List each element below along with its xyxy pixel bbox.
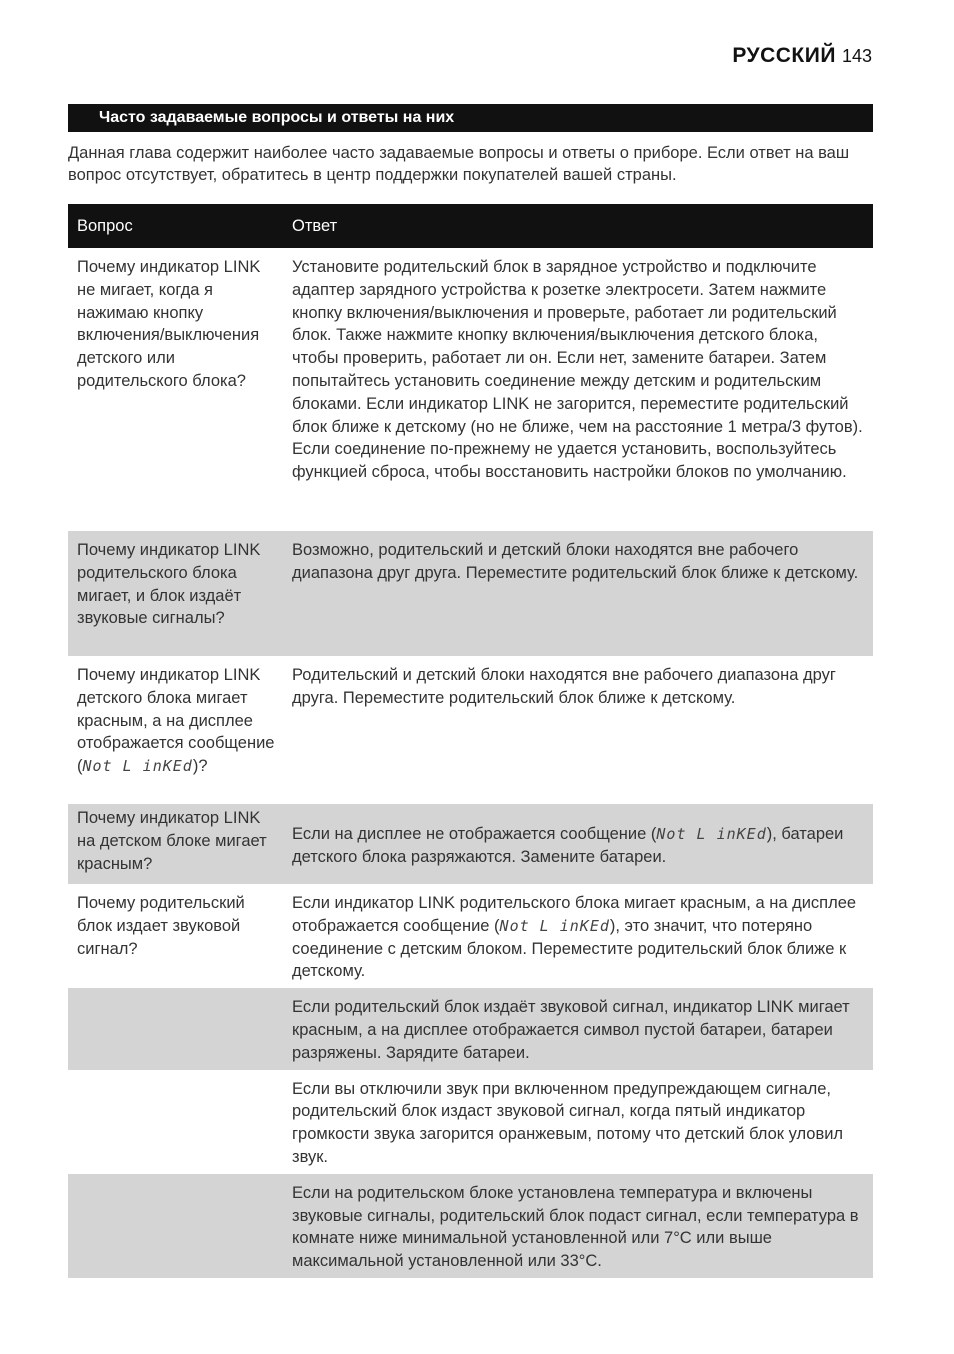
page-header bbox=[732, 44, 872, 68]
faq-answer: Если на родительском блоке установлена температура и включены звуковые сигналы, родительский блок подаст сигнал, если температура в комнате ниже минимальной установленной или 7°C или выше максимальной установленной или 33°C. bbox=[283, 1174, 873, 1278]
faq-question: Почему индикатор LINK родительского блока мигает, и блок издаёт звуковые сигналы? bbox=[68, 531, 283, 656]
faq-answer bbox=[283, 804, 873, 884]
faq-answer: Если родительский блок издаёт звуковой сигнал, индикатор LINK мигает красным, а на дисплее отображается символ пустой батареи, батареи разряжены. Зарядите батареи. bbox=[283, 988, 873, 1069]
faq-answer-text: Если индикатор LINK родительского блока мигает красным, а на дисплее отображается сообщение ( bbox=[292, 894, 857, 935]
section-title: Часто задаваемые вопросы и ответы на них bbox=[99, 109, 455, 126]
faq-question bbox=[68, 1070, 283, 1174]
faq-row bbox=[68, 656, 873, 804]
faq-question: Почему индикатор LINK не мигает, когда я нажимаю кнопку включения/выключения детского или родительского блока? bbox=[77, 258, 261, 390]
faq-row bbox=[68, 248, 873, 531]
page-number: 143 bbox=[841, 46, 872, 66]
lcd-not-linked-text: Not L inKEd bbox=[656, 824, 767, 843]
faq-question: Почему родительский блок издает звуковой сигнал? bbox=[77, 894, 245, 958]
faq-question bbox=[68, 988, 283, 1069]
faq-row bbox=[68, 1174, 873, 1278]
faq-answer: Родительский и детский блоки находятся вне рабочего диапазона друг друга. Переместите родительский блок ближе к детскому. bbox=[292, 666, 836, 707]
intro-paragraph: Данная глава содержит наиболее часто задаваемые вопросы и ответы о приборе. Если ответ на ваш вопрос отсутствует, обратитесь в центр поддержки покупателей вашей страны. bbox=[68, 144, 850, 184]
language-label: РУССКИЙ bbox=[732, 44, 836, 67]
faq-question-text: Почему индикатор LINK детского блока мигает красным, а на дисплее отображается сообщение ( bbox=[77, 666, 275, 776]
faq-answer: Установите родительский блок в зарядное устройство и подключите адаптер зарядного устройства к розетке электросети. Затем нажмите кнопку включения/выключения и проверьте, работает ли родительский блок. Также нажмите кнопку включения/выключения детского блока, чтобы проверить, работает ли он. Если нет, замените батареи. Затем попытайтесь установить соединение между детским и родительским блоками. Если индикатор LINK не загорится, переместите родительский блок ближе к детскому (но не ближе, чем на расстояние 1 метра/3 футов). Если соединение по-прежнему не удается установить, воспользуйтесь функцией сброса, чтобы восстановить настройки блоков по умолчанию. bbox=[292, 258, 863, 482]
column-header-answer: Ответ bbox=[283, 204, 873, 248]
faq-answer bbox=[283, 884, 873, 988]
faq-row bbox=[68, 531, 873, 656]
section-title-bar bbox=[68, 104, 873, 132]
faq-question: Почему индикатор LINK на детском блоке мигает красным? bbox=[68, 804, 283, 884]
column-header-question: Вопрос bbox=[68, 204, 283, 248]
faq-row bbox=[68, 1070, 873, 1174]
faq-question bbox=[68, 1174, 283, 1278]
faq-table bbox=[68, 204, 873, 1278]
lcd-not-linked-text: Not L inKEd bbox=[82, 757, 193, 776]
faq-row bbox=[68, 884, 873, 988]
faq-answer: Возможно, родительский и детский блоки находятся вне рабочего диапазона друг друга. Переместите родительский блок ближе к детскому. bbox=[283, 531, 873, 656]
faq-row bbox=[68, 988, 873, 1069]
faq-row bbox=[68, 804, 873, 884]
faq-question bbox=[68, 656, 283, 804]
faq-question-text-end: )? bbox=[192, 757, 208, 776]
faq-answer-text: Если на дисплее не отображается сообщение ( bbox=[292, 824, 657, 843]
lcd-not-linked-text: Not L inKEd bbox=[499, 916, 610, 935]
faq-header-row bbox=[68, 204, 873, 248]
faq-answer-text-end: ), батареи детского блока разряжаются. Замените батареи. bbox=[292, 824, 844, 866]
faq-answer: Если вы отключили звук при включенном предупреждающем сигнале, родительский блок издаст звуковой сигнал, когда пятый индикатор громкости звука загорится оранжевым, потому что детский блок уловил звук. bbox=[292, 1079, 844, 1166]
faq-answer-text-end: ), это значит, что потеряно соединение с детским блоком. Переместите родительский блок ближе к детскому. bbox=[292, 916, 847, 981]
